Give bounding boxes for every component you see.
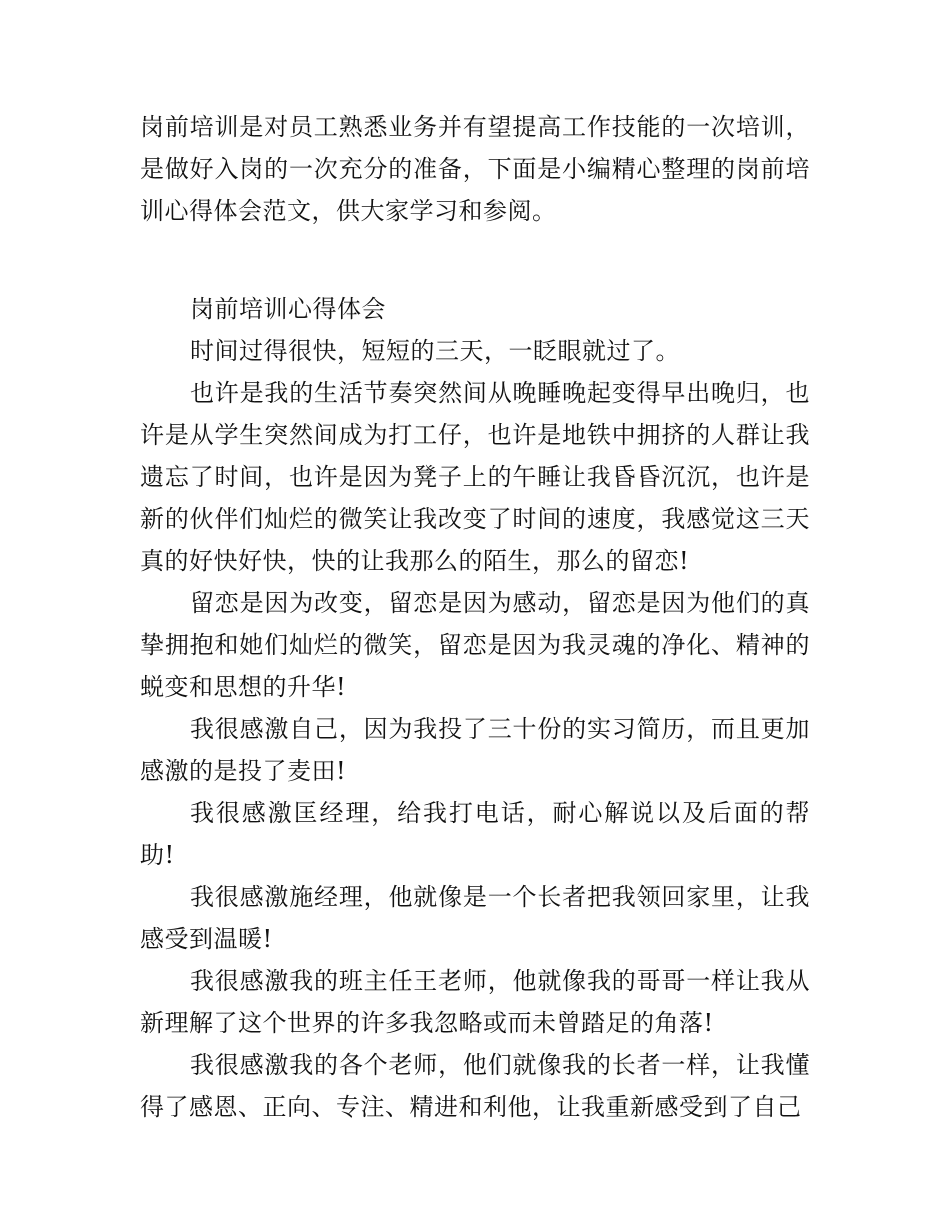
body-paragraph: 我很感激匡经理，给我打电话，耐心解说以及后面的帮助! — [140, 799, 810, 869]
intro-paragraph: 岗前培训是对员工熟悉业务并有望提高工作技能的一次培训，是做好入岗的一次充分的准备，下面是小编精心整理的岗前培训心得体会范文，供大家学习和参阅。 — [140, 113, 810, 225]
body-paragraph: 我很感激施经理，他就像是一个长者把我领回家里，让我感受到温暖! — [140, 883, 810, 953]
body-paragraph: 我很感激我的各个老师，他们就像我的长者一样，让我懂得了感恩、正向、专注、精进和利他，让我重新感受到了自己 — [140, 1051, 810, 1121]
body-paragraph: 留恋是因为改变，留恋是因为感动，留恋是因为他们的真挚拥抱和她们灿烂的微笑，留恋是因为我灵魂的净化、精神的蜕变和思想的升华! — [140, 589, 810, 701]
body-paragraph: 也许是我的生活节奏突然间从晚睡晚起变得早出晚归，也许是从学生突然间成为打工仔，也许是地铁中拥挤的人群让我遗忘了时间，也许是因为凳子上的午睡让我昏昏沉沉，也许是新的伙伴们灿烂的微笑让我改变了时间的速度，我感觉这三天真的好快好快，快的让我那么的陌生，那么的留恋! — [140, 379, 810, 575]
section-heading: 岗前培训心得体会 — [190, 295, 386, 323]
body-paragraph: 时间过得很快，短短的三天，一眨眼就过了。 — [190, 337, 680, 365]
body-paragraph: 我很感激自己，因为我投了三十份的实习简历，而且更加感激的是投了麦田! — [140, 715, 810, 785]
body-paragraph: 我很感激我的班主任王老师，他就像我的哥哥一样让我从新理解了这个世界的许多我忽略或而未曾踏足的角落! — [140, 967, 810, 1037]
